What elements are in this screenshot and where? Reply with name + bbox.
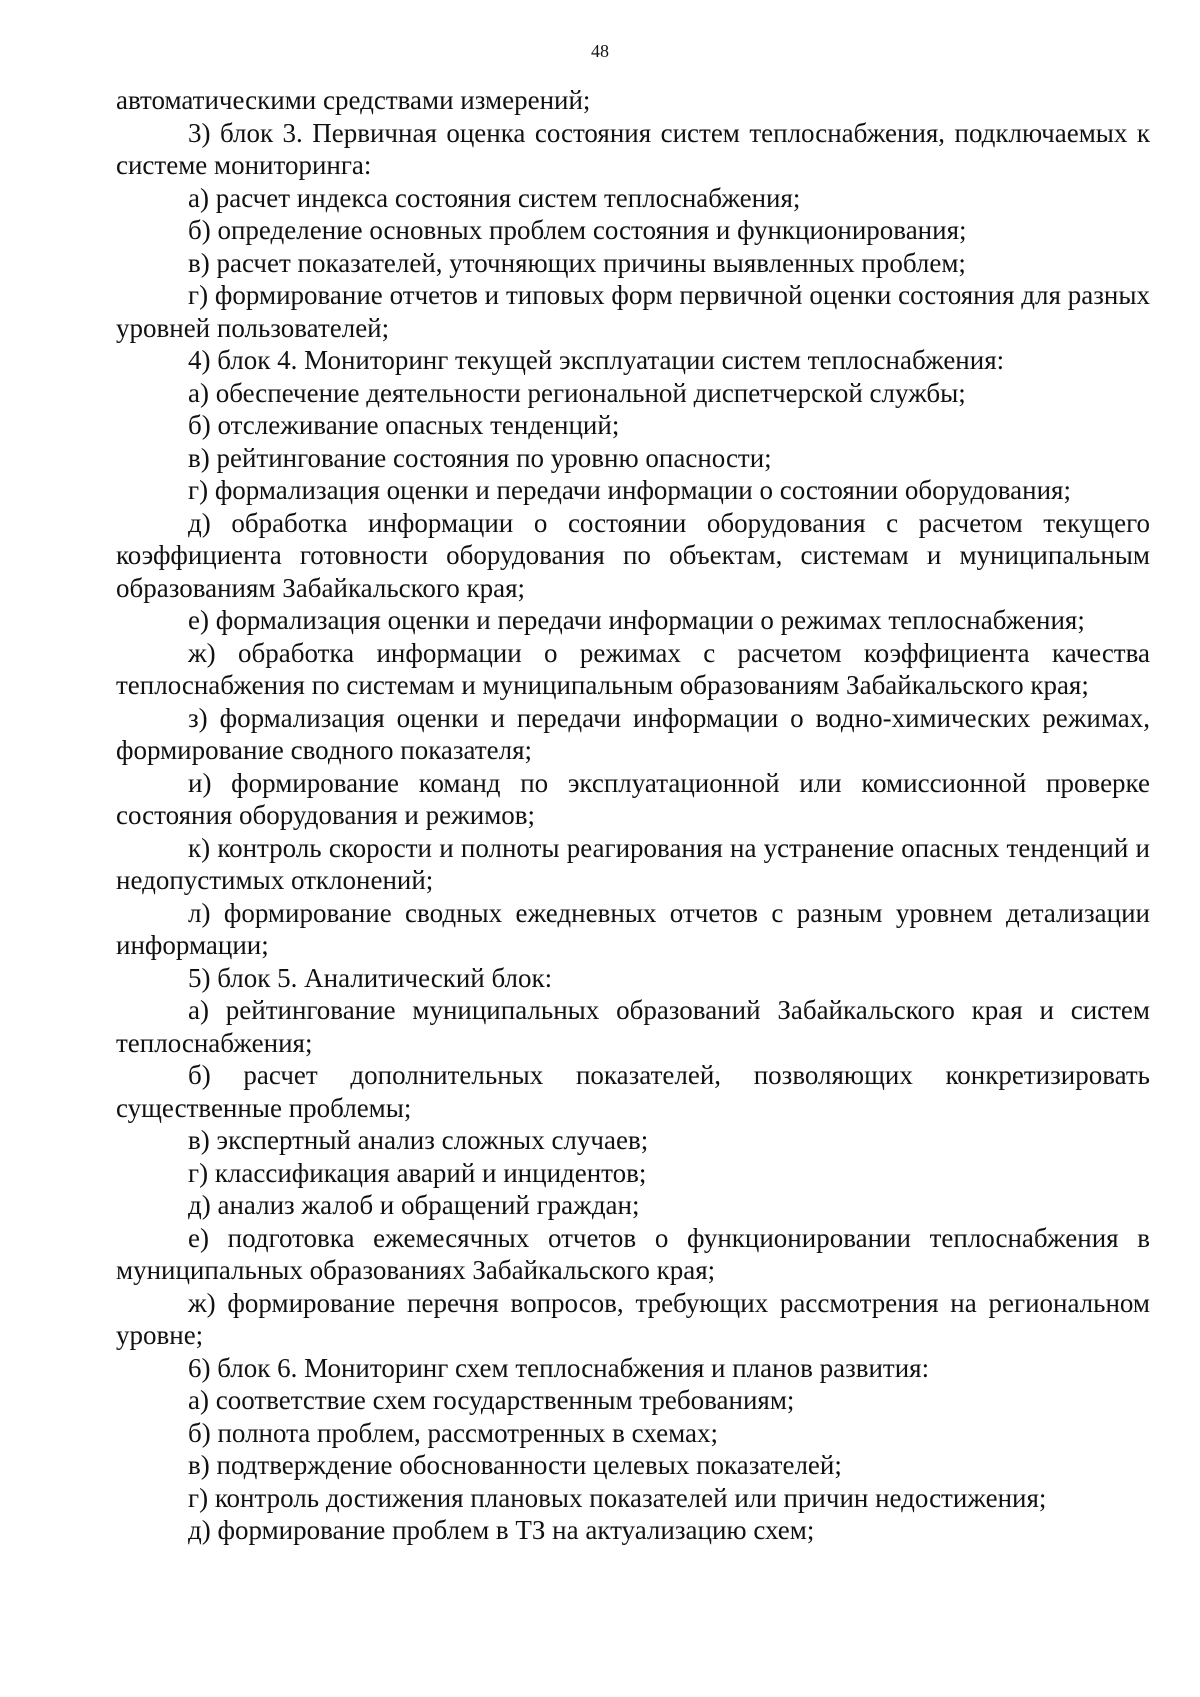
paragraph-item: д) анализ жалоб и обращений граждан; xyxy=(188,1190,640,1220)
paragraph-item: л) формирование сводных ежедневных отчетов с разным уровнем детализации информации; xyxy=(116,897,1150,960)
paragraph-item: и) формирование команд по эксплуатационной или комиссионной проверке состояния оборудования и режимов; xyxy=(116,767,1150,830)
paragraph-item: г) классификация аварий и инцидентов; xyxy=(188,1157,647,1188)
paragraph-item: а) обеспечение деятельности региональной диспетчерской службы; xyxy=(188,377,966,408)
paragraph-item: в) расчет показателей, уточняющих причины выявленных проблем; xyxy=(188,247,966,278)
paragraph-block-4: 4) блок 4. Мониторинг текущей эксплуатации систем теплоснабжения: xyxy=(188,345,1005,375)
paragraph-item: г) формирование отчетов и типовых форм первичной оценки состояния для разных уровней пользователей; xyxy=(116,280,1150,343)
paragraph-item: а) рейтингование муниципальных образований Забайкальского края и систем теплоснабжения; xyxy=(116,995,1150,1058)
paragraph-block-5: 5) блок 5. Аналитический блок: xyxy=(188,962,553,993)
paragraph-item: а) соответствие схем государственным требованиям; xyxy=(188,1385,795,1415)
paragraph-item: б) полнота проблем, рассмотренных в схемах; xyxy=(188,1417,718,1448)
document-body xyxy=(116,84,1150,1547)
paragraph-item: д) обработка информации о состоянии оборудования с расчетом текущего коэффициента готовности оборудования по объектам, системам и муниципальным образованиям Забайкальского края; xyxy=(116,507,1150,603)
paragraph-item: д) формирование проблем в ТЗ на актуализацию схем; xyxy=(188,1515,815,1545)
paragraph-item: ж) обработка информации о режимах с расчетом коэффициента качества теплоснабжения по системам и муниципальным образованиям Забайкальского края; xyxy=(116,637,1150,700)
paragraph-block-6: 6) блок 6. Мониторинг схем теплоснабжения и планов развития: xyxy=(188,1352,930,1383)
paragraph-continuation: автоматическими средствами измерений; xyxy=(116,85,591,115)
paragraph-item: в) рейтингование состояния по уровню опасности; xyxy=(188,442,772,473)
paragraph-item: г) контроль достижения плановых показателей или причин недостижения; xyxy=(188,1482,1047,1513)
page-number: 48 xyxy=(591,41,609,61)
paragraph-item: б) расчет дополнительных показателей, позволяющих конкретизировать существенные проблемы; xyxy=(116,1060,1150,1123)
paragraph-item: е) формализация оценки и передачи информации о режимах теплоснабжения; xyxy=(188,605,1085,635)
paragraph-block-3: 3) блок 3. Первичная оценка состояния систем теплоснабжения, подключаемых к системе мониторинга: xyxy=(116,117,1150,180)
paragraph-item: б) отслеживание опасных тенденций; xyxy=(188,410,620,440)
paragraph-item: г) формализация оценки и передачи информации о состоянии оборудования; xyxy=(188,475,1071,505)
paragraph-item: а) расчет индекса состояния систем теплоснабжения; xyxy=(188,182,801,213)
paragraph-item: е) подготовка ежемесячных отчетов о функционировании теплоснабжения в муниципальных образованиях Забайкальского края; xyxy=(116,1222,1150,1285)
paragraph-item: з) формализация оценки и передачи информации о водно-химических режимах, формирование сводного показателя; xyxy=(116,702,1150,765)
paragraph-item: ж) формирование перечня вопросов, требующих рассмотрения на региональном уровне; xyxy=(116,1287,1150,1350)
paragraph-item: в) экспертный анализ сложных случаев; xyxy=(188,1125,649,1155)
paragraph-item: к) контроль скорости и полноты реагирования на устранение опасных тенденций и недопустимых отклонений; xyxy=(116,832,1150,895)
paragraph-item: в) подтверждение обоснованности целевых показателей; xyxy=(188,1450,842,1480)
paragraph-item: б) определение основных проблем состояния и функционирования; xyxy=(188,215,967,245)
